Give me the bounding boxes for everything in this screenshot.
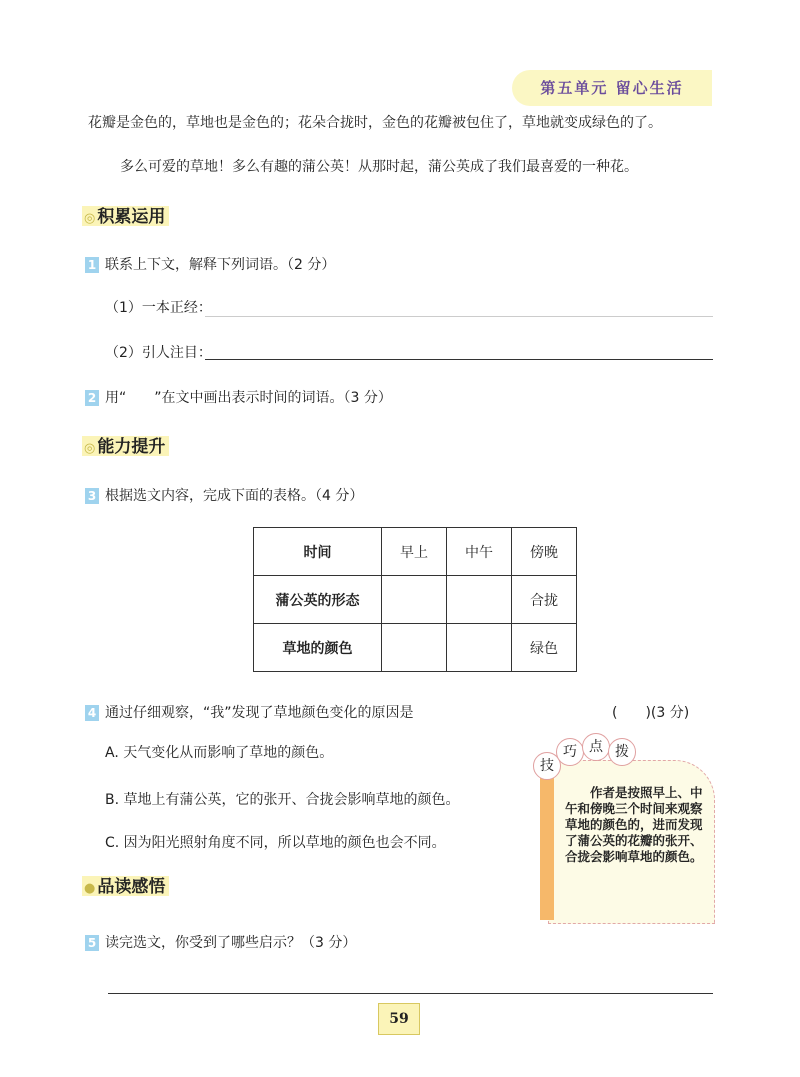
tip-char: 拨 [608, 738, 636, 766]
circle-icon: ◎ [84, 211, 96, 226]
table-cell: 合拢 [512, 576, 577, 624]
question-2 [85, 387, 392, 407]
tip-text: 作者是按照早上、中午和傍晚三个时间来观察草地的颜色的，进而发现了蒲公英的花瓣的张开、合拢会影响草地的颜色。 [565, 785, 703, 864]
question-number: 2 [85, 390, 99, 406]
question-text: 根据选文内容，完成下面的表格。（4 分） [105, 488, 364, 504]
table-cell: 早上 [382, 528, 447, 576]
question-text: 用“ ”在文中画出表示时间的词语。（3 分） [105, 390, 392, 406]
question-3 [85, 485, 363, 505]
section-heading [82, 870, 169, 899]
table-cell: 时间 [254, 528, 382, 576]
table-row [254, 624, 577, 672]
q1-item: （2）引人注目： [105, 345, 212, 361]
question-text: 读完选文，你受到了哪些启示？（3 分） [105, 935, 357, 951]
tip-char: 点 [582, 733, 610, 761]
passage-line: 多么可爱的草地！多么有趣的蒲公英！从那时起，蒲公英成了我们最喜爱的一种花。 [120, 159, 638, 175]
question-number: 5 [85, 935, 99, 951]
question-number: 4 [85, 705, 99, 721]
question-number: 3 [85, 488, 99, 504]
question-text: 联系上下文，解释下列词语。（2 分） [105, 257, 336, 273]
section-heading [82, 430, 169, 459]
table-cell: 草地的颜色 [254, 624, 382, 672]
question-number: 1 [85, 257, 99, 273]
option-c: C. 因为阳光照射角度不同，所以草地的颜色也会不同。 [105, 835, 446, 851]
question-4 [85, 702, 414, 722]
table-cell[interactable] [447, 576, 512, 624]
table-cell[interactable] [382, 624, 447, 672]
answer-line[interactable] [205, 316, 713, 317]
section-title: 积累运用 [97, 207, 166, 227]
answer-line[interactable] [205, 359, 713, 360]
table-cell[interactable] [382, 576, 447, 624]
section-heading [82, 200, 169, 229]
answer-paren[interactable]: ( )(3 分) [612, 705, 690, 721]
divider [108, 993, 713, 994]
table-header-row [254, 528, 577, 576]
answer-table [253, 527, 577, 672]
passage-line: 花瓣是金色的，草地也是金色的；花朵合拢时，金色的花瓣被包住了，草地就变成绿色的了。 [88, 115, 662, 131]
option-a: A. 天气变化从而影响了草地的颜色。 [105, 745, 334, 761]
table-cell: 傍晚 [512, 528, 577, 576]
table-row [254, 576, 577, 624]
question-5 [85, 932, 356, 952]
unit-header: 第五单元 留心生活 [512, 70, 712, 106]
question-text: 通过仔细观察，“我”发现了草地颜色变化的原因是 [105, 705, 414, 721]
question-1 [85, 254, 335, 274]
circle-icon: ◎ [84, 441, 96, 456]
table-cell: 蒲公英的形态 [254, 576, 382, 624]
table-cell: 中午 [447, 528, 512, 576]
tip-char: 巧 [556, 738, 584, 766]
option-b: B. 草地上有蒲公英，它的张开、合拢会影响草地的颜色。 [105, 792, 460, 808]
table-cell[interactable] [447, 624, 512, 672]
tip-bar [540, 770, 554, 920]
section-title: 能力提升 [97, 437, 166, 457]
section-title: 品读感悟 [97, 877, 166, 897]
page-number: 59 [378, 1003, 420, 1035]
table-cell: 绿色 [512, 624, 577, 672]
tip-char: 技 [533, 752, 561, 780]
dot-icon: ● [84, 881, 96, 896]
q1-item: （1）一本正经： [105, 300, 212, 316]
